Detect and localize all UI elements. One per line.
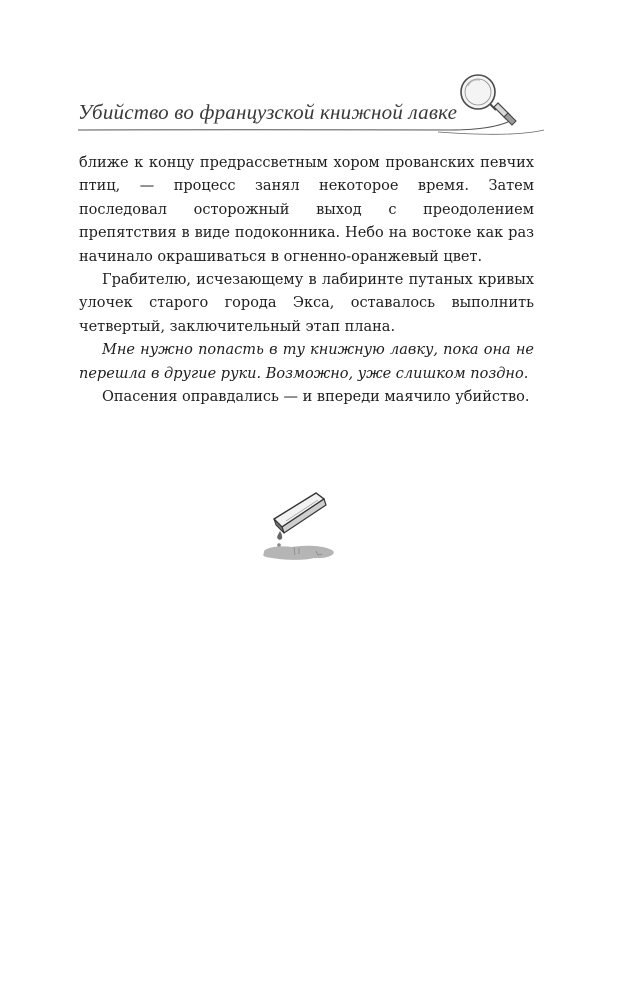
paragraph-3-italic: Мне нужно попасть в ту книжную лавку, пока она не перешла в другие руки. Возможно, уже слишком поздно. (79, 342, 534, 382)
running-title: Убийство во французской книжной лавке (78, 100, 458, 124)
body-text (79, 152, 534, 409)
paragraph-2: Грабителю, исчезающему в лабиринте путаных кривых улочек старого города Экса, оставалось выполнить четвертый, заключительный этап плана. (79, 272, 534, 335)
paragraph-4: Опасения оправдались — и впереди маячило убийство. (102, 389, 530, 406)
paragraph-1: ближе к концу предрассветным хором прованских певчих птиц, — процесс занял некоторое время. Затем последовал осторожный выход с преодолением препятствия в виде подоконника. Небо на востоке как раз начинало окрашиваться в огненно-оранжевый цвет. (79, 155, 534, 265)
magnifying-glass-icon (456, 70, 536, 130)
dripping-book-icon (258, 487, 348, 567)
running-header (78, 86, 548, 146)
